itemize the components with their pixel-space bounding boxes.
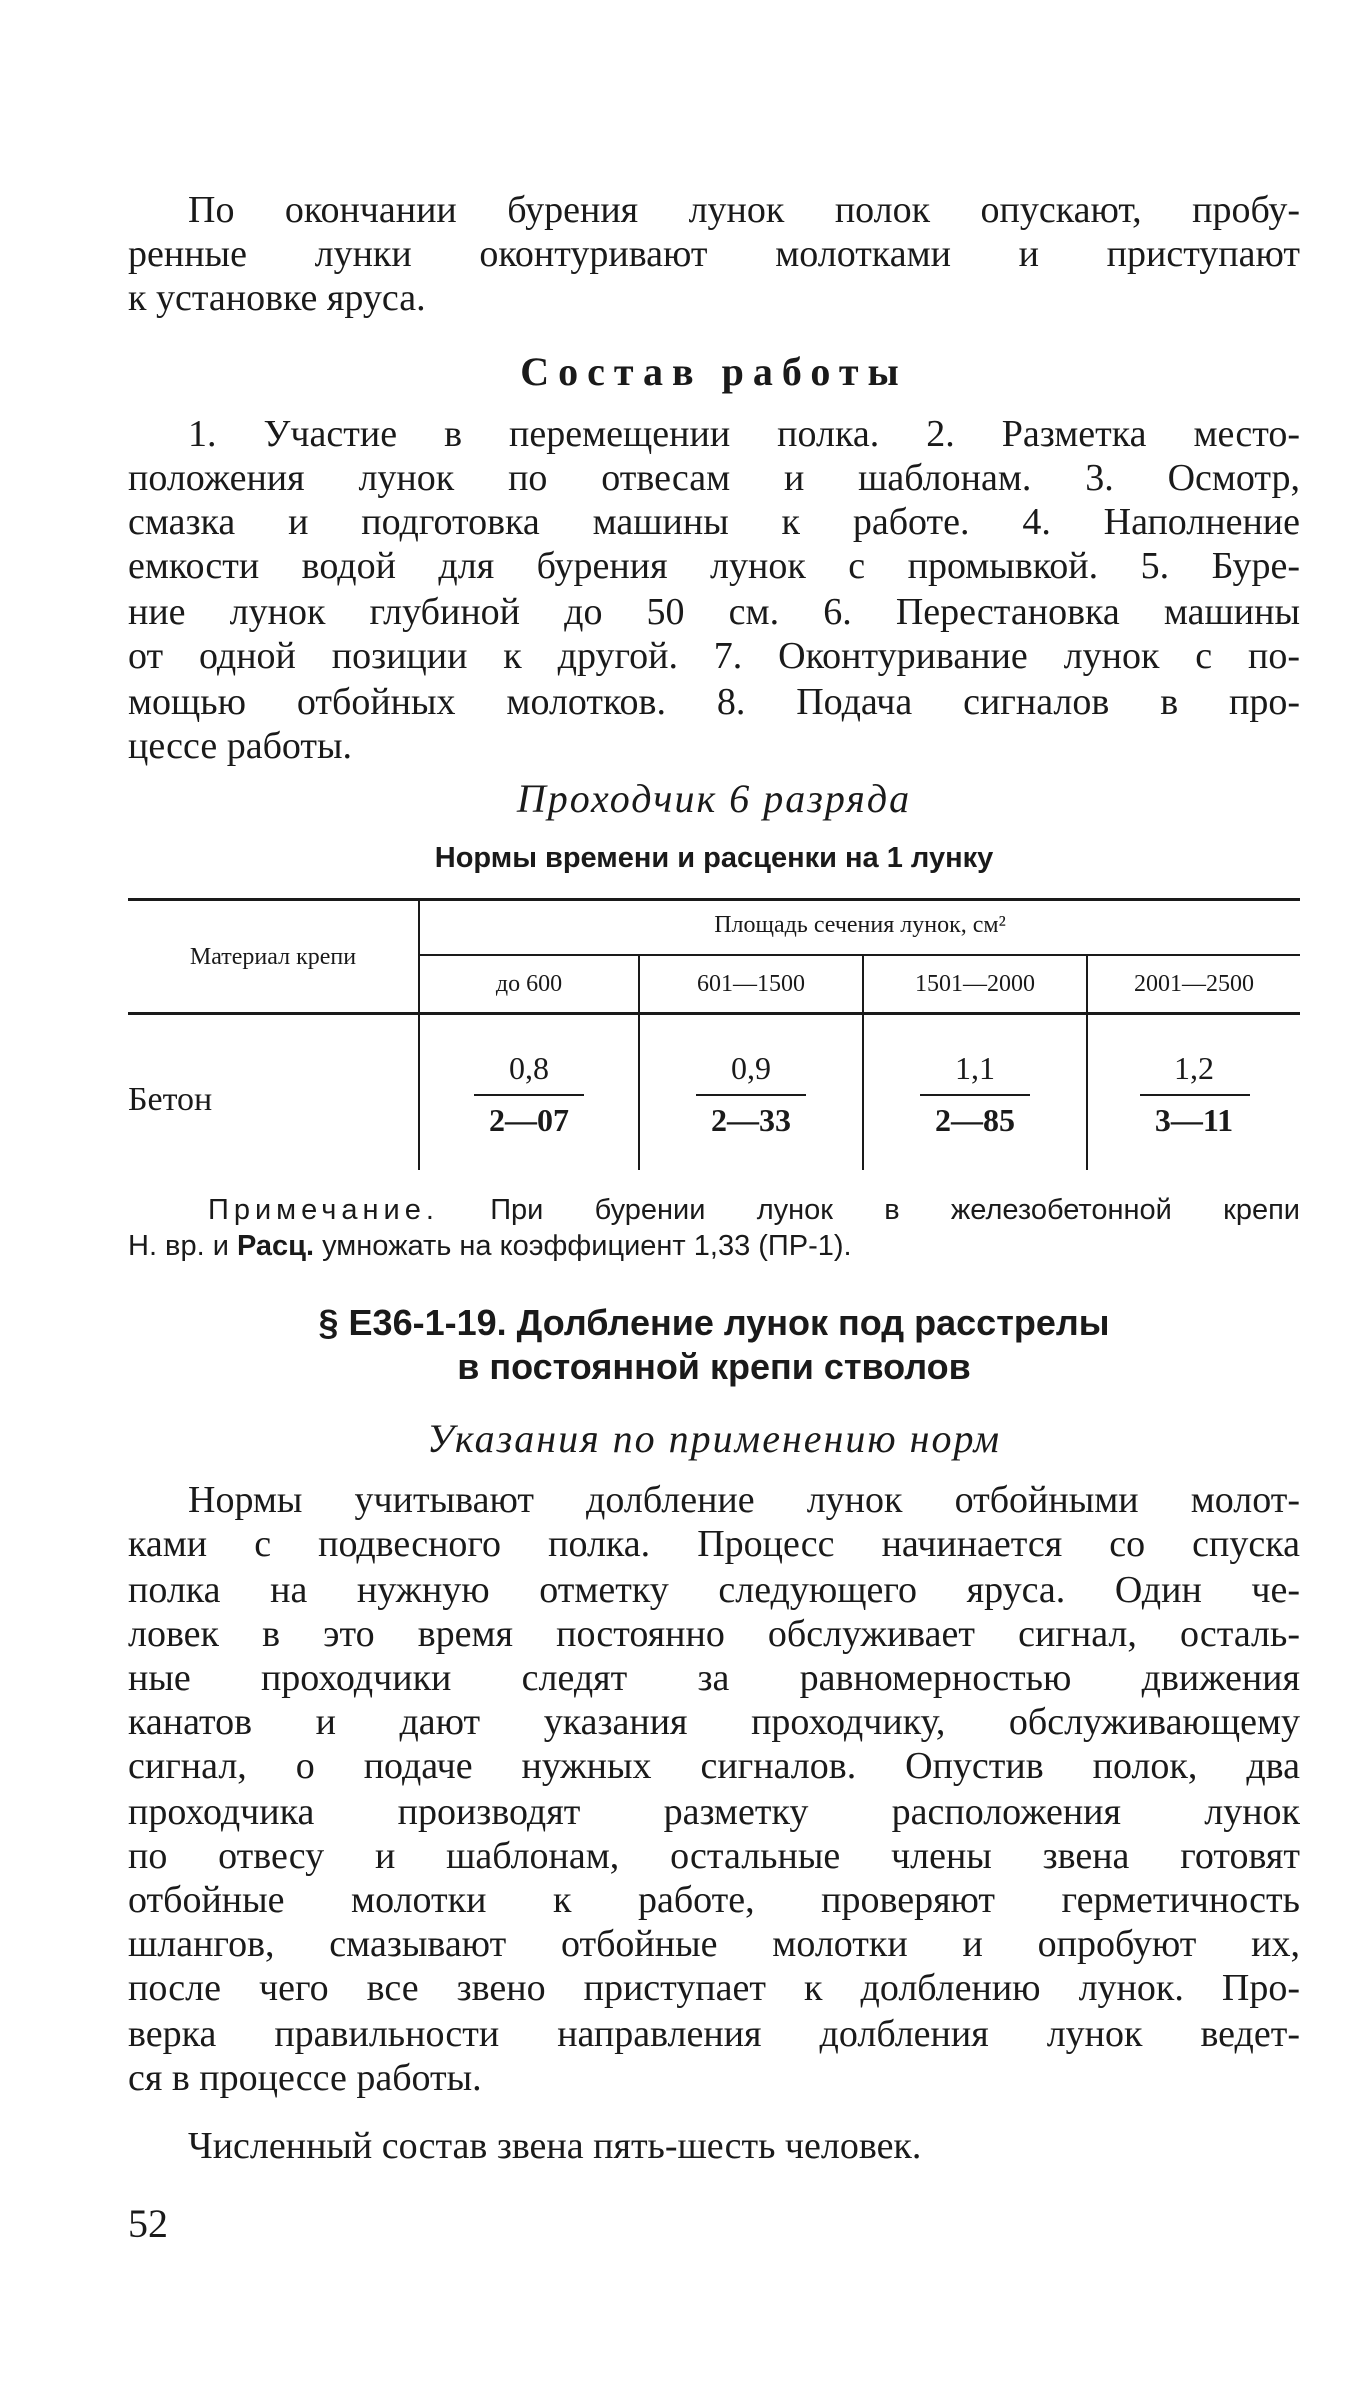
composition-line-8: цессе работы. [128,725,353,767]
time-norm-cell-1: 0,8 [509,1050,549,1086]
table-caption: Нормы времени и расценки на 1 лунку [434,842,994,874]
instructions-line-9: по отвесу и шаблонам, остальные члены звена готовят [128,1835,1300,1877]
composition-line-6: от одной позиции к другой. 7. Оконтуривание лунок с по- [128,635,1300,677]
instructions-line-14: ся в процессе работы. [128,2057,482,2099]
time-norm-cell-4: 1,2 [1174,1050,1214,1086]
note-line-1-text: При бурении лунок в железобетонной крепи [438,1194,1300,1226]
instructions-line-1: Нормы учитывают долбление лунок отбойными молот- [188,1479,1300,1521]
table-subheader-rule [420,954,1300,956]
page-number: 52 [128,2201,168,2246]
fraction-bar-4 [1140,1094,1250,1096]
composition-line-3: смазка и подготовка машины к работе. 4. Наполнение [128,501,1300,543]
rate-cell-4: 3—11 [1154,1102,1234,1138]
intro-line-2: ренные лунки оконтуривают молотками и приступают [128,233,1300,275]
composition-line-7: мощью отбойных молотков. 8. Подача сигналов в про- [128,681,1300,723]
note-line-2-text-b: умножать на коэффициент 1,33 (ПР-1). [314,1230,852,1262]
table-row-header: Материал крепи [189,944,357,970]
crew-size-line: Численный состав звена пять-шесть человек. [188,2125,922,2167]
instructions-line-12: после чего все звено приступает к долблению лунок. Про- [128,1967,1300,2009]
composition-line-4: емкости водой для бурения лунок с промывкой. 5. Буре- [128,545,1300,587]
table-col-header-1: до 600 [495,971,563,997]
fraction-bar-3 [920,1094,1030,1096]
section-title-line-1: § Е36-1-19. Долбление лунок под расстрелы [318,1302,1110,1343]
instructions-line-7: сигнал, о подаче нужных сигналов. Опустив полок, два [128,1745,1300,1787]
instructions-line-4: ловек в это время постоянно обслуживает сигнал, осталь- [128,1613,1300,1655]
time-norm-cell-3: 1,1 [955,1050,995,1086]
note-line-2 [128,1228,1300,1264]
composition-line-1: 1. Участие в перемещении полка. 2. Разметка место- [188,413,1300,455]
instructions-line-11: шлангов, смазывают отбойные молотки и опробуют их, [128,1923,1300,1965]
table-col-header-4: 2001—2500 [1134,971,1254,997]
instructions-line-2: ками с подвесного полка. Процесс начинается со спуска [128,1523,1300,1565]
instructions-line-3: полка на нужную отметку следующего яруса. Один че- [128,1569,1300,1611]
table-top-rule [128,898,1300,901]
table-row-label: Бетон [128,1081,213,1118]
instructions-heading: Указания по применению норм [427,1416,1001,1461]
instructions-line-10: отбойные молотки к работе, проверяют герметичность [128,1879,1300,1921]
note-line-2-bold: Расц. [236,1230,315,1262]
table-col-header-2: 601—1500 [697,971,805,997]
composition-line-2: положения лунок по отвесам и шаблонам. 3. Осмотр, [128,457,1300,499]
instructions-line-8: проходчика производят разметку расположения лунок [128,1791,1300,1833]
table-group-header: Площадь сечения лунок, см² [714,912,1006,938]
time-norm-cell-2: 0,9 [731,1050,771,1086]
table-col-header-3: 1501—2000 [915,971,1035,997]
fraction-bar-1 [474,1094,584,1096]
instructions-line-13: верка правильности направления долбления лунок ведет- [128,2013,1300,2055]
fraction-bar-2 [696,1094,806,1096]
instructions-line-5: ные проходчики следят за равномерностью движения [128,1657,1300,1699]
instructions-line-6: канатов и дают указания проходчику, обслуживающему [128,1701,1300,1743]
rate-cell-1: 2—07 [489,1102,569,1138]
composition-line-5: ние лунок глубиной до 50 см. 6. Перестановка машины [128,591,1300,633]
rate-cell-2: 2—33 [711,1102,791,1138]
note-line-1 [128,1192,1300,1228]
intro-line-3: к установке яруса. [128,277,426,319]
note-prefix: Примечание. [208,1194,439,1226]
note-line-2-text-a: Н. вр. и [128,1230,237,1262]
worker-grade: Проходчик 6 разряда [516,776,912,821]
section-title-line-2: в постоянной крепи стволов [457,1346,971,1387]
table-header-bottom-rule [128,1012,1300,1015]
rate-cell-3: 2—85 [935,1102,1015,1138]
composition-heading: Состав работы [520,349,908,394]
intro-line-1: По окончании бурения лунок полок опускают, пробу- [188,189,1300,231]
